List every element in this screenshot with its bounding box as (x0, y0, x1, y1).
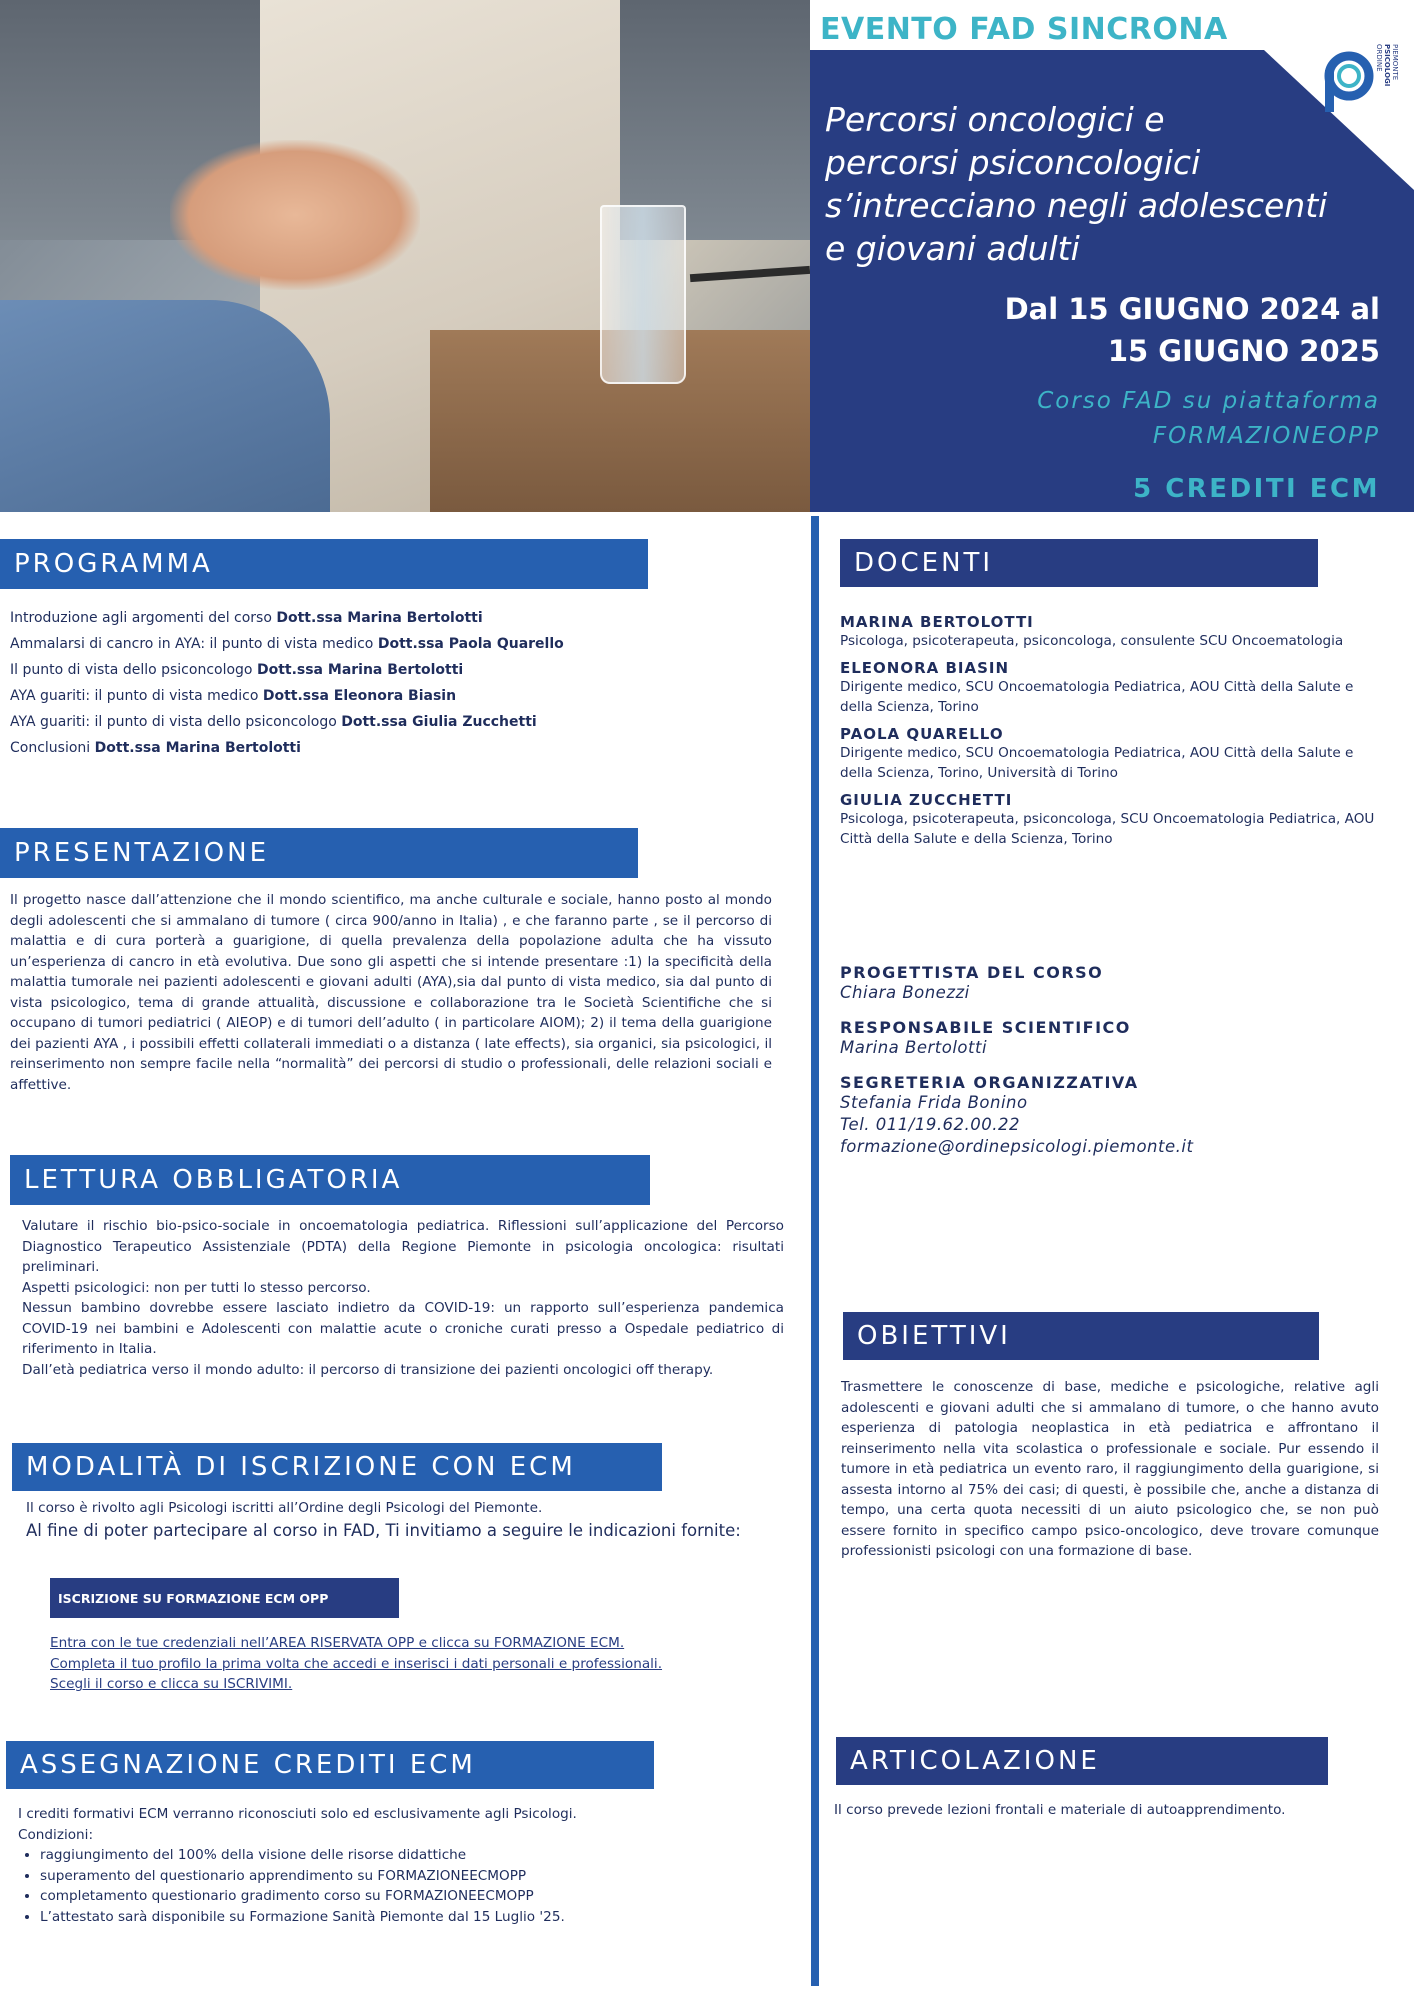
segreteria-phone: Tel. 011/19.62.00.22 (840, 1115, 1021, 1134)
list-item: • L’attestato sarà disponibile su Formazione Sanità Piemonte dal 15 Luglio '25. (40, 1907, 788, 1928)
event-type: EVENTO FAD SINCRONA (820, 12, 1228, 47)
ecm-credits: 5 CREDITI ECM (1133, 474, 1380, 504)
iscrizione-heading: MODALITÀ DI ISCRIZIONE CON ECM (12, 1443, 662, 1491)
assegnazione-text: I crediti formativi ECM verranno riconosciuti solo ed esclusivamente agli Psicologi. Condizioni: • raggiungimento del 100% della visione delle risorse didattiche • superamento del questionario apprendimento su FORMAZIONEECMOPP • completamento questionario gradimento corso su FORMAZIONEECMOPP • L’attestato sarà disponibile su Formazione Sanità Piemonte dal 15 Luglio '25. (18, 1804, 788, 1927)
list-item: Nessun bambino dovrebbe essere lasciato indietro da COVID-19: un rapporto sull’esperienza pandemica COVID-19 nei bambini e Adolescenti con malattie acute o croniche curati presso a Ospedale pediatrico di riferimento in Italia. (22, 1300, 784, 1357)
obiettivi-heading: OBIETTIVI (843, 1312, 1319, 1360)
presentazione-text: Il progetto nasce dall’attenzione che il mondo scientifico, ma anche culturale e sociale, hanno posto al mondo degli adolescenti che si ammalano di tumore ( circa 900/anno in Italia) , e che faranno parte , se il percorso di malattia e di cura porterà a guarigione, di quella prevalenza della popolazione adulta che ha vissuto un’esperienza di cancro in età evolutiva. Due sono gli aspetti che si intende presentare :1) la specificità della malattia tumorale nei pazienti adolescenti e giovani adulti (AYA),sia dal punto di vista medico, sia dal punto di vista psicologico, tema di grande attualità, discussione e collaborazione tra le Società Scientifiche che si occupano di tumori pediatrici ( AIEOP) e di tumori dell’adulto ( in particolare AIOM); 2) il tema della guarigione dei pazienti AYA , i possibili effetti collaterali immediati o a distanza ( late effects), sia organici, sia psicologici, il reinserimento non sempre facile nella “normalità” dei percorsi di studio o professionali, delle relazioni sociali e affettive. (10, 892, 772, 1093)
list-item: GIULIA ZUCCHETTI Psicologa, psicoterapeuta, psiconcologa, SCU Oncoematologia Pediatrica, AOU Città della Salute e della Scienza, Torino (840, 791, 1375, 847)
svg-text:PSICOLOGI: PSICOLOGI (1383, 44, 1391, 87)
docenti-list (840, 613, 1380, 849)
segreteria-name: Stefania Frida Bonino (840, 1093, 1028, 1112)
list-item: PAOLA QUARELLO Dirigente medico, SCU Oncoematologia Pediatrica, AOU Città della Salute e della Scienza, Torino, Università di Torino (840, 725, 1354, 781)
svg-text:PIEMONTE: PIEMONTE (1391, 44, 1399, 81)
lettura-list (22, 1216, 784, 1380)
list-item: Dall’età pediatrica verso il mondo adulto: il percorso di transizione dei pazienti oncologici off therapy. (22, 1361, 714, 1378)
hero-photo (0, 0, 810, 512)
svg-text:ORDINE: ORDINE (1375, 44, 1383, 72)
course-platform: Corso FAD su piattaforma FORMAZIONEOPP (1037, 388, 1380, 449)
list-item: AYA guariti: il punto di vista dello psiconcologo Dott.ssa Giulia Zucchetti (10, 714, 537, 730)
presentazione-heading: PRESENTAZIONE (0, 828, 638, 878)
programma-list (10, 605, 564, 761)
course-title: Percorsi oncologici e percorsi psiconcologici s’intrecciano negli adolescenti e giovani adulti (825, 100, 1328, 268)
segreteria-email[interactable]: formazione@ordinepsicologi.piemonte.it (840, 1137, 1194, 1156)
iscrizione-link[interactable]: Entra con le tue credenziali nell’AREA RISERVATA OPP e clicca su FORMAZIONE ECM. Completa il tuo profilo la prima volta che accedi e inserisci i dati personali e professionali. Scegli il corso e clicca su ISCRIVIMI. (50, 1635, 663, 1692)
obiettivi-text: Trasmettere le conoscenze di base, mediche e psicologiche, relative agli adolescenti e giovani adulti che si ammalano di tumore, o che hanno avuto esperienza di patologia neoplastica in età pediatrica e affrontano il reinserimento nella vita scolastica o professionale e sociale. Pur essendo il tumore in età pediatrica un evento raro, il raggiungimento della guarigione, si assesta intorno al 75% dei casi; di questi, è possibile che, anche a distanza di tempo, una certa quota necessiti di un aiuto psicologico che, se non può essere fornito in specifico campo psico-oncologico, deve trovare comunque professionisti psicologi con una formazione di base. (841, 1379, 1379, 1559)
list-item: • completamento questionario gradimento corso su FORMAZIONEECMOPP (40, 1886, 788, 1907)
articolazione-heading: ARTICOLAZIONE (836, 1737, 1328, 1785)
list-item: Ammalarsi di cancro in AYA: il punto di vista medico Dott.ssa Paola Quarello (10, 636, 564, 652)
docenti-heading: DOCENTI (840, 539, 1318, 587)
list-item: Il punto di vista dello psiconcologo Dott.ssa Marina Bertolotti (10, 662, 464, 678)
articolazione-text: Il corso prevede lezioni frontali e materiale di autoapprendimento. (834, 1802, 1286, 1818)
staff-block (840, 963, 1380, 1158)
list-item: Conclusioni Dott.ssa Marina Bertolotti (10, 740, 301, 756)
list-item: Aspetti psicologici: non per tutti lo stesso percorso. (22, 1279, 371, 1296)
course-dates: Dal 15 GIUGNO 2024 al 15 GIUGNO 2025 (1004, 292, 1380, 368)
progettista-name: Chiara Bonezzi (840, 983, 970, 1002)
progettista-label: PROGETTISTA DEL CORSO (840, 963, 1104, 982)
programma-heading: PROGRAMMA (0, 539, 648, 589)
list-item: • raggiungimento del 100% della visione delle risorse didattiche (40, 1845, 788, 1866)
list-item: ELEONORA BIASIN Dirigente medico, SCU Oncoematologia Pediatrica, AOU Città della Salute e della Scienza, Torino (840, 659, 1354, 715)
list-item: AYA guariti: il punto di vista medico Dott.ssa Eleonora Biasin (10, 688, 457, 704)
responsabile-label: RESPONSABILE SCIENTIFICO (840, 1018, 1131, 1037)
iscrizione-instructions: Al fine di poter partecipare al corso in FAD, Ti invitiamo a seguire le indicazioni fornite: (26, 1521, 741, 1540)
list-item: MARINA BERTOLOTTI Psicologa, psicoterapeuta, psiconcologa, consulente SCU Oncoematologia (840, 613, 1344, 649)
lettura-heading: LETTURA OBBLIGATORIA (10, 1155, 650, 1205)
segreteria-label: SEGRETERIA ORGANIZZATIVA (840, 1073, 1139, 1092)
column-divider (811, 516, 819, 1986)
assegnazione-heading: ASSEGNAZIONE CREDITI ECM (6, 1741, 654, 1789)
iscrizione-intro: Il corso è rivolto agli Psicologi iscritti all’Ordine degli Psicologi del Piemonte. (26, 1500, 543, 1516)
iscrizione-button[interactable]: ISCRIZIONE SU FORMAZIONE ECM OPP (50, 1578, 399, 1618)
responsabile-name: Marina Bertolotti (840, 1038, 988, 1057)
list-item: Valutare il rischio bio-psico-sociale in oncoematologia pediatrica. Riflessioni sull’applicazione del Percorso Diagnostico Terapeutico Assistenziale (PDTA) della Regione Piemonte in psicologia oncologica: risultati preliminari. (22, 1218, 784, 1275)
list-item: • superamento del questionario apprendimento su FORMAZIONEECMOPP (40, 1866, 788, 1887)
list-item: Introduzione agli argomenti del corso Dott.ssa Marina Bertolotti (10, 610, 483, 626)
